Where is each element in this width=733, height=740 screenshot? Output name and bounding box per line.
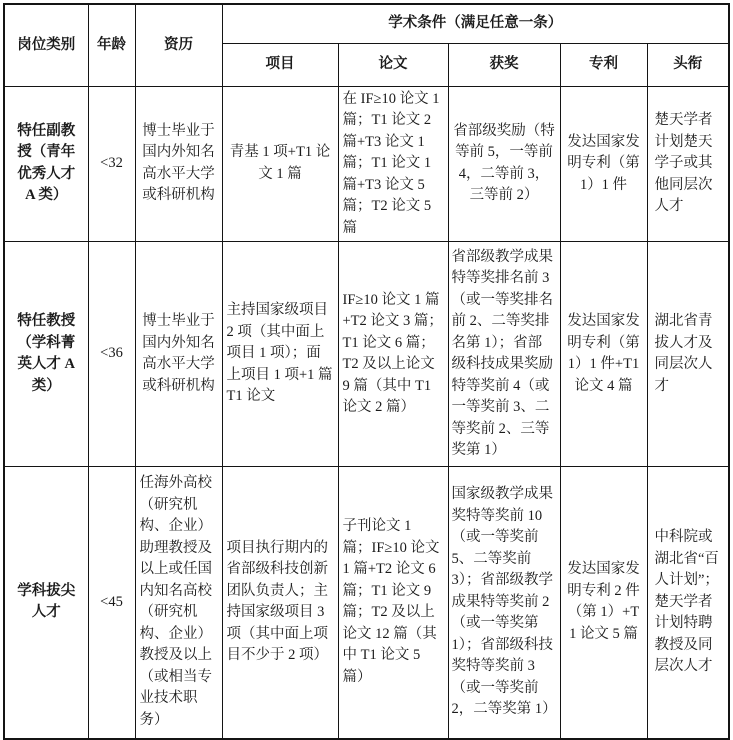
row1-patents-cell: 发达国家发明专利（第 1）1 件 [560, 86, 647, 242]
row2-titles-cell: 湖北省青拔人才及同层次人才 [647, 242, 729, 467]
row1-titles-cell: 楚天学者计划楚天学子或其他同层次人才 [647, 86, 729, 242]
row3-age-cell: <45 [88, 467, 135, 739]
row2-age-cell: <36 [88, 242, 135, 467]
row3-project-cell: 项目执行期内的省部级科技创新团队负责人；主持国家级项目 3 项（其中面上项目不少于 2 项） [222, 467, 338, 739]
row2-papers-cell: IF≥10 论文 1 篇+T2 论文 3 篇；T1 论文 6 篇；T2 及以上论文 9 篇（其中 T1 论文 2 篇） [338, 242, 448, 467]
header-papers: 论文 [338, 43, 448, 86]
row1-project-cell: 青基 1 项+T1 论文 1 篇 [222, 86, 338, 242]
row2-position-cell: 特任教授（学科菁英人才 A 类） [4, 242, 88, 467]
row3-qualification-cell: 任海外高校（研究机构、企业）助理教授及以上或任国内知名高校（研究机构、企业）教授及以上（或相当专业技术职务） [135, 467, 222, 739]
header-project: 项目 [222, 43, 338, 86]
row1-awards-cell: 省部级奖励（特等前 5，一等前 4，二等前 3，三等前 2） [448, 86, 560, 242]
header-position: 岗位类别 [4, 4, 88, 86]
header-academic-conditions: 学术条件（满足任意一条） [222, 4, 729, 43]
header-awards: 获奖 [448, 43, 560, 86]
row3-papers-cell: 子刊论文 1 篇；IF≥10 论文 1 篇+T2 论文 6 篇；T1 论文 9 篇；T2 及以上论文 12 篇（其中 T1 论文 5 篇） [338, 467, 448, 739]
table-row-top-talent [4, 467, 729, 739]
header-qualification: 资历 [135, 4, 222, 86]
table-row-professor [4, 242, 729, 467]
row2-project-cell: 主持国家级项目 2 项（其中面上项目 1 项）；面上项目 1 项+1 篇 T1 论文 [222, 242, 338, 467]
header-patents: 专利 [560, 43, 647, 86]
row1-papers-cell: 在 IF≥10 论文 1 篇；T1 论文 2 篇+T3 论文 1 篇；T1 论文 1 篇+T3 论文 5 篇；T2 论文 5 篇 [338, 86, 448, 242]
row3-awards-cell: 国家级教学成果奖特等奖前 10（或一等奖前 5、二等奖前 3）；省部级教学成果特等奖前 2（或一等奖第 1）；省部级科技奖特等奖前 3（或一等奖前 2，二等奖第 1） [448, 467, 560, 739]
row1-position-cell: 特任副教授（青年优秀人才 A 类） [4, 86, 88, 242]
header-titles: 头衔 [647, 43, 729, 86]
row3-titles-cell: 中科院或湖北省“百人计划”；楚天学者计划特聘教授及同层次人才 [647, 467, 729, 739]
row2-qualification-cell: 博士毕业于国内外知名高水平大学或科研机构 [135, 242, 222, 467]
header-age: 年龄 [88, 4, 135, 86]
row1-age-cell: <32 [88, 86, 135, 242]
row3-patents-cell: 发达国家发明专利 2 件（第 1）+T1 论文 5 篇 [560, 467, 647, 739]
table-row-associate-professor [4, 86, 729, 242]
row3-position-cell: 学科拔尖人才 [4, 467, 88, 739]
row1-qualification-cell: 博士毕业于国内外知名高水平大学或科研机构 [135, 86, 222, 242]
row2-patents-cell: 发达国家发明专利（第 1）1 件+T1 论文 4 篇 [560, 242, 647, 467]
recruitment-criteria-table [3, 3, 730, 740]
row2-awards-cell: 省部级教学成果特等奖排名前 3（或一等奖排名前 2、二等奖排名第 1）；省部级科技成果奖励特等奖前 4（或一等奖前 3、二等奖前 2、三等奖第 1） [448, 242, 560, 467]
